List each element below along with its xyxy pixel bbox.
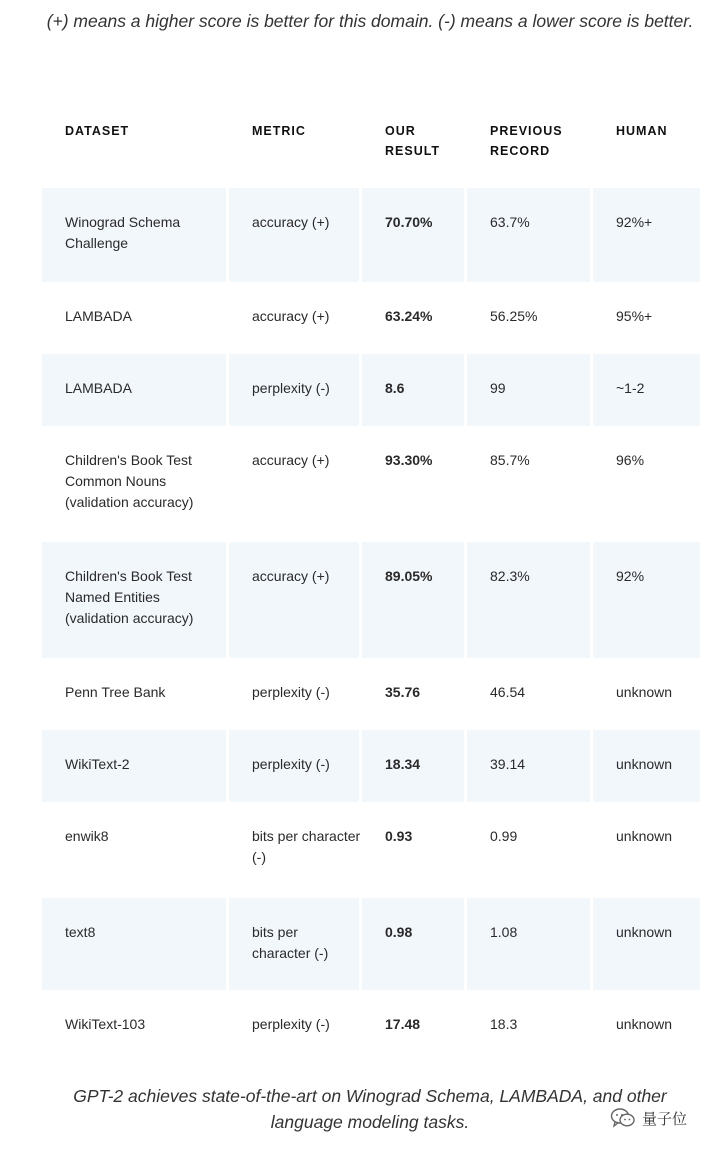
cell-human: unknown <box>616 684 673 700</box>
cell-our-result: 0.98 <box>362 898 467 990</box>
cell-human: unknown <box>616 756 673 772</box>
cell-dataset: LAMBADA <box>42 354 229 426</box>
table-row <box>42 282 700 354</box>
table-row <box>42 802 700 898</box>
cell-dataset: WikiText-2 <box>42 730 229 802</box>
cell-our-result: 8.6 <box>362 354 467 426</box>
wechat-icon <box>610 1107 636 1129</box>
cell-human: ~1-2 <box>616 380 645 396</box>
cell-previous-record: 85.7% <box>490 452 530 468</box>
cell-previous-record: 99 <box>467 354 593 426</box>
cell-dataset: Winograd Schema Challenge <box>42 188 229 282</box>
cell-metric: accuracy (+) <box>229 188 362 282</box>
cell-metric: perplexity (-) <box>229 730 362 802</box>
header-dataset: DATASET <box>65 124 130 138</box>
header-our-result: OUR RESULT <box>385 124 441 158</box>
cell-our-result: 17.48 <box>385 1016 421 1032</box>
table-header <box>42 112 700 188</box>
cell-our-result: 93.30% <box>385 452 433 468</box>
cell-human: 92% <box>616 568 645 584</box>
cell-metric: bits per character (-) <box>229 898 362 990</box>
cell-human: 95%+ <box>616 308 653 324</box>
cell-previous-record: 82.3% <box>467 542 593 658</box>
cell-metric: accuracy (+) <box>252 452 330 468</box>
cell-previous-record: 63.7% <box>467 188 593 282</box>
cell-dataset: Penn Tree Bank <box>65 684 166 700</box>
cell-dataset: Children's Book Test Named Entities (validation accuracy) <box>42 542 229 658</box>
table-row <box>42 990 700 1070</box>
cell-dataset: WikiText-103 <box>65 1016 146 1032</box>
cell-our-result: 63.24% <box>385 308 433 324</box>
cell-previous-record: 0.99 <box>490 828 518 844</box>
cell-dataset: enwik8 <box>65 828 109 844</box>
cell-our-result: 0.93 <box>385 828 413 844</box>
header-previous-record: PREVIOUS RECORD <box>490 124 563 158</box>
table-row <box>42 542 700 658</box>
cell-human: unknown <box>616 1016 673 1032</box>
cell-metric: perplexity (-) <box>252 1016 330 1032</box>
table-row <box>42 354 700 426</box>
results-table <box>42 112 700 1070</box>
cell-metric: perplexity (-) <box>252 684 330 700</box>
table-row <box>42 188 700 282</box>
cell-our-result: 89.05% <box>362 542 467 658</box>
cell-our-result: 35.76 <box>385 684 421 700</box>
cell-metric: bits per character (-) <box>252 828 361 865</box>
cell-metric: perplexity (-) <box>229 354 362 426</box>
cell-our-result: 18.34 <box>362 730 467 802</box>
cell-dataset: Children's Book Test Common Nouns (validation accuracy) <box>65 452 194 510</box>
cell-metric: accuracy (+) <box>252 308 330 324</box>
watermark <box>610 1107 687 1129</box>
table-row <box>42 658 700 730</box>
cell-human: unknown <box>616 828 673 844</box>
bottom-caption: GPT-2 achieves state-of-the-art on Winograd Schema, LAMBADA, and other language modeling tasks. <box>73 1086 667 1132</box>
cell-dataset: LAMBADA <box>65 308 132 324</box>
cell-previous-record: 46.54 <box>490 684 526 700</box>
cell-previous-record: 18.3 <box>490 1016 518 1032</box>
cell-metric: accuracy (+) <box>229 542 362 658</box>
cell-our-result: 70.70% <box>362 188 467 282</box>
cell-previous-record: 56.25% <box>490 308 538 324</box>
cell-previous-record: 39.14 <box>467 730 593 802</box>
cell-dataset: text8 <box>42 898 229 990</box>
table-row <box>42 898 700 990</box>
cell-previous-record: 1.08 <box>467 898 593 990</box>
header-human: HUMAN <box>616 124 668 138</box>
table-row <box>42 730 700 802</box>
cell-human: unknown <box>616 924 673 940</box>
top-caption: (+) means a higher score is better for this domain. (-) means a lower score is better. <box>46 11 694 31</box>
cell-human: 92%+ <box>616 214 653 230</box>
cell-human: 96% <box>616 452 645 468</box>
watermark-text: 量子位 <box>642 1110 688 1128</box>
table-row <box>42 426 700 542</box>
header-metric: METRIC <box>252 124 306 138</box>
